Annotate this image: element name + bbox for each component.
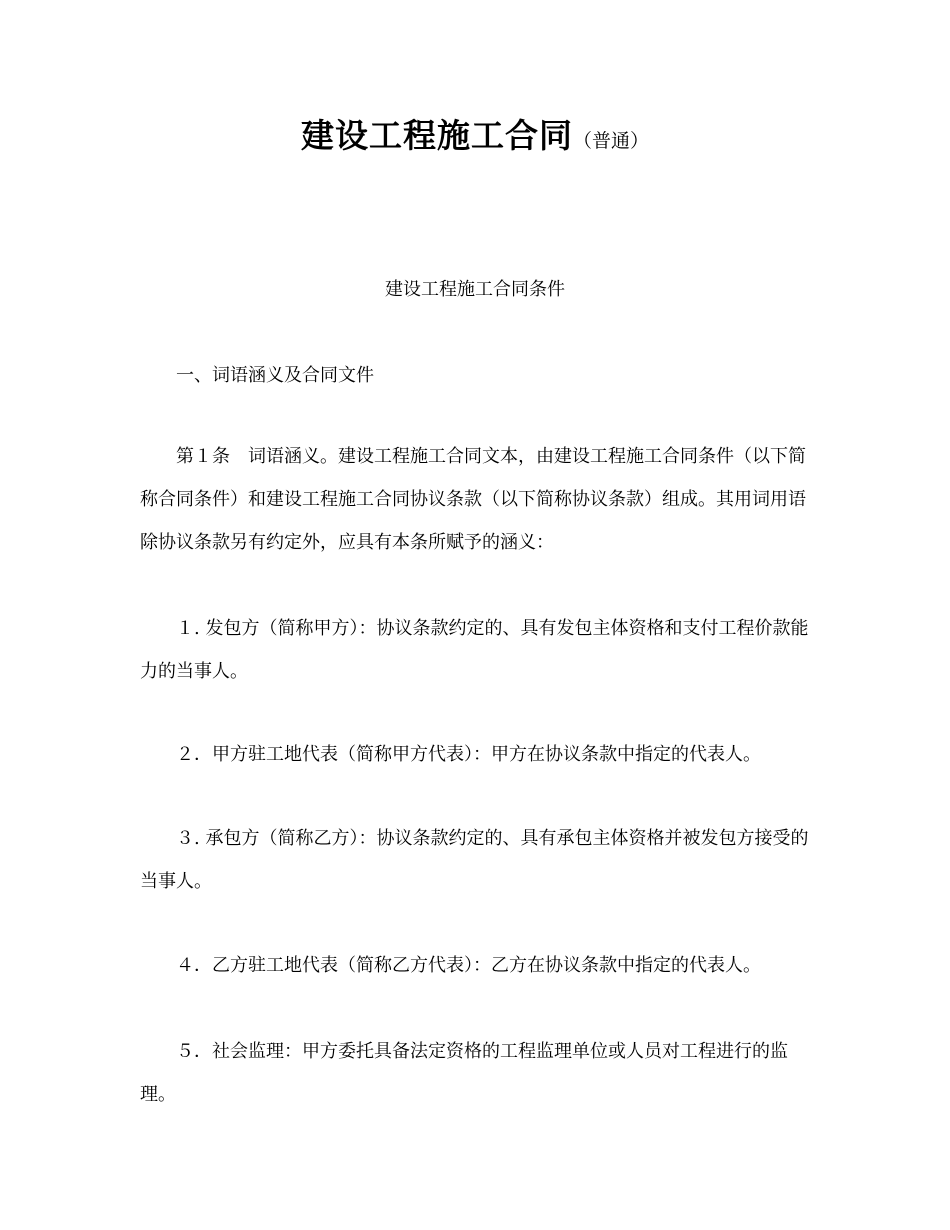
paragraph-line: 力的当事人。: [140, 661, 248, 682]
document-subtitle: 建设工程施工合同条件: [385, 279, 565, 300]
paragraph-line: 除协议条款另有约定外，应具有本条所赋予的涵义：: [140, 532, 554, 553]
definition-item-1: [140, 607, 815, 693]
document-title-sub: （普通）: [572, 130, 649, 152]
definition-item-3: [140, 817, 815, 903]
definition-item-2: [140, 733, 815, 776]
definition-item-4: [140, 944, 815, 987]
paragraph-line: ２．甲方驻工地代表（简称甲方代表）：甲方在协议条款中指定的代表人。: [176, 744, 761, 765]
paragraph-line: 第１条 词语涵义。建设工程施工合同文本，由建设工程施工合同条件（以下简: [176, 446, 806, 467]
article-1-paragraph: [140, 435, 815, 564]
paragraph-line: ５．社会监理：甲方委托具备法定资格的工程监理单位或人员对工程进行的监: [176, 1041, 788, 1062]
paragraph-line: １. 发包方（简称甲方）：协议条款约定的、具有发包主体资格和支付工程价款能: [176, 618, 809, 639]
paragraph-line: 当事人。: [140, 871, 212, 892]
paragraph-line: 称合同条件）和建设工程施工合同协议条款（以下简称协议条款）组成。其用词用语: [140, 489, 806, 510]
paragraph-line: 理。: [140, 1084, 176, 1105]
document-title: [0, 110, 950, 157]
paragraph-line: ４．乙方驻工地代表（简称乙方代表）：乙方在协议条款中指定的代表人。: [176, 955, 761, 976]
paragraph-line: ３. 承包方（简称乙方）：协议条款约定的、具有承包主体资格并被发包方接受的: [176, 828, 809, 849]
definition-item-5: [140, 1030, 815, 1116]
section-heading: 一、词语涵义及合同文件: [176, 365, 374, 386]
document-title-main: 建设工程施工合同: [300, 116, 573, 155]
